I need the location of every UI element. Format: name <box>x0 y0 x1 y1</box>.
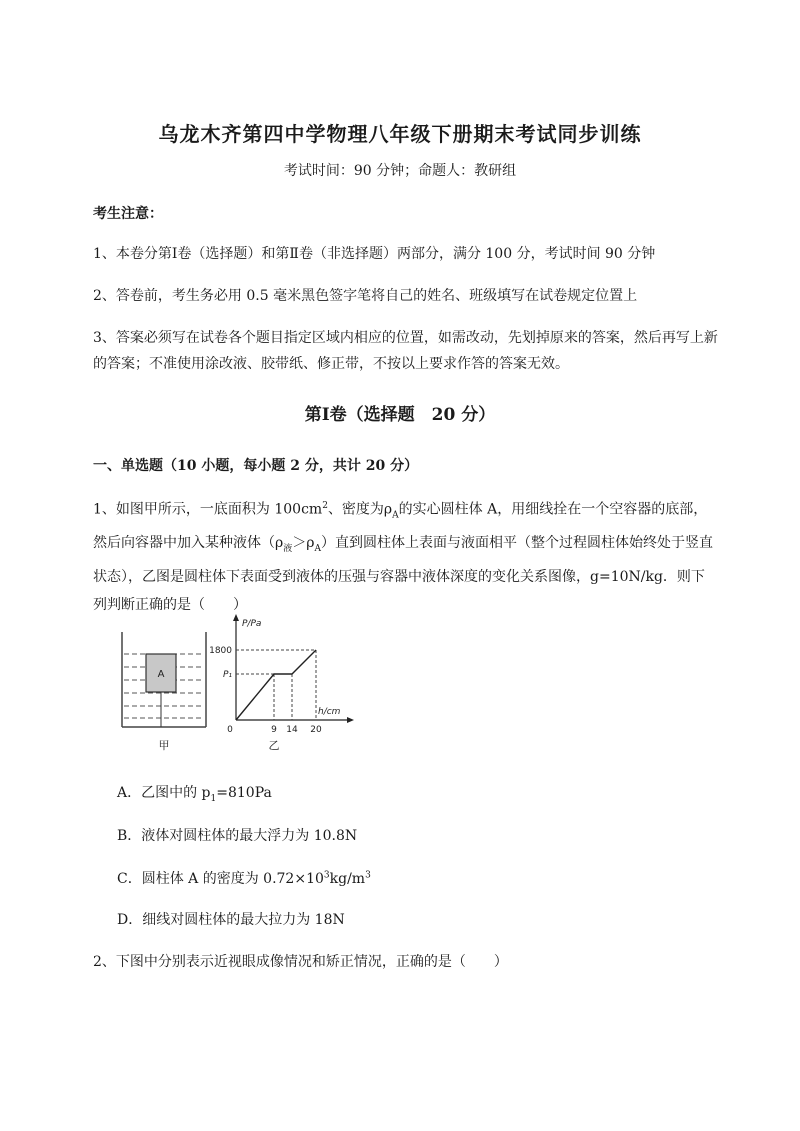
cylinder-label: A <box>157 669 165 680</box>
option-a <box>117 782 272 804</box>
option-c-sup: 3 <box>323 870 330 881</box>
q1-sub-liquid: 液 <box>283 544 293 555</box>
q1-text-2: 、密度为ρ <box>327 501 393 518</box>
y-tick-1800: 1800 <box>209 646 232 656</box>
container-diagram <box>122 632 206 752</box>
origin-label: 0 <box>227 725 233 735</box>
option-b: B．液体对圆柱体的最大浮力为 10.8N <box>117 828 358 844</box>
y-tick-p1: P₁ <box>222 670 232 680</box>
option-a-value: =810Pa <box>216 785 272 801</box>
option-c-sup2: 3 <box>365 870 371 881</box>
q1-sup: 2 <box>322 501 328 511</box>
page-title: 乌龙木齐第四中学物理八年级下册期末考试同步训练 <box>158 122 642 146</box>
x-tick-9: 9 <box>271 725 277 735</box>
pressure-graph <box>209 614 354 752</box>
option-c-unit: kg/m <box>329 871 366 887</box>
question-1-stem <box>93 492 718 619</box>
notice-item-1: 1、本卷分第Ⅰ卷（选择题）和第Ⅱ卷（非选择题）两部分，满分 100 分，考试时间 90 分钟 <box>93 246 656 262</box>
q1-text-4: ＞ρ <box>292 535 315 552</box>
q1-text-1: 1、如图甲所示，一底面积为 100cm <box>93 501 323 518</box>
x-axis-label: h/cm <box>318 707 341 717</box>
x-tick-14: 14 <box>286 725 298 735</box>
figure-left-label: 甲 <box>158 739 170 752</box>
pressure-curve <box>236 650 316 720</box>
notice-heading: 考生注意： <box>93 206 163 222</box>
question-2-stem: 2、下图中分别表示近视眼成像情况和矫正情况，正确的是（ ） <box>93 954 508 970</box>
option-d: D．细线对圆柱体的最大拉力为 18N <box>117 912 345 928</box>
option-c-text: C．圆柱体 A 的密度为 0.72×10 <box>117 871 324 887</box>
section-title: 第Ⅰ卷（选择题 20 分） <box>304 405 496 425</box>
notice-item-3: 3、答案必须写在试卷各个题目指定区域内相应的位置，如需改动，先划掉原来的答案，然后再写上新的答案；不准使用涂改液、胶带纸、修正带，不按以上要求作答的答案无效。 <box>93 330 718 372</box>
part-title: 一、单选题（10 小题，每小题 2 分，共计 20 分） <box>93 458 419 474</box>
option-a-text: A．乙图中的 p <box>117 785 211 801</box>
x-tick-20: 20 <box>310 725 322 735</box>
q1-sub-a: A <box>392 510 399 521</box>
figure-right-label: 乙 <box>268 739 280 752</box>
notice-item-2: 2、答卷前，考生务必用 0.5 毫米黑色签字笔将自己的姓名、班级填写在试卷规定位置上 <box>93 288 638 304</box>
q1-text-3: 的实心圆柱体 A，用细线拴在一个空容器的底部，然后向容器中加入某种液体（ρ <box>93 501 708 552</box>
y-axis-label: P/Pa <box>242 619 262 629</box>
q1-sub-a2: A <box>314 544 321 555</box>
option-c <box>117 868 371 888</box>
q1-text-5: ）直到圆柱体上表面与液面相平（整个过程圆柱体始终处于竖直状态），乙图是圆柱体下表面受到液体的压强与容器中液体深度的变化关系图像，g=10N/kg．则下列判断正确的是（ ） <box>93 535 713 614</box>
option-a-sub: 1 <box>210 793 217 804</box>
exam-info: 考试时间：90 分钟；命题人：教研组 <box>283 163 517 179</box>
question-1-figure <box>110 612 360 757</box>
